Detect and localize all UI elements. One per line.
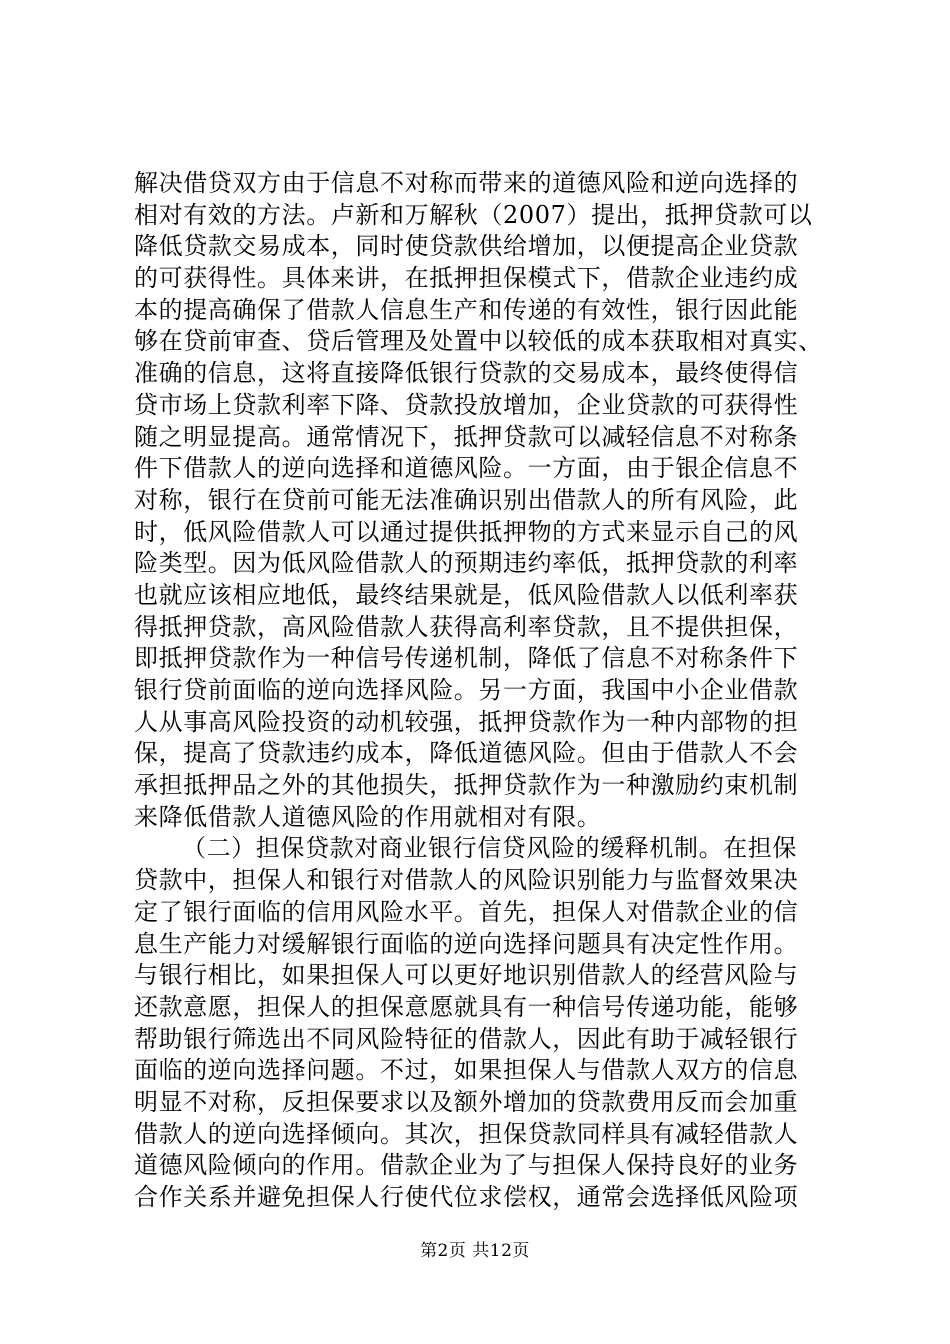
text-line: 险类型。因为低风险借款人的预期违约率低，抵押贷款的利率 [134, 549, 799, 578]
text-line: 本的提高确保了借款人信息生产和传递的有效性，银行因此能 [134, 295, 799, 324]
text-line: 件下借款人的逆向选择和道德风险。一方面，由于银企信息不 [134, 454, 799, 483]
text-line: 贷款中，担保人和银行对借款人的风险识别能力与监督效果决 [134, 866, 799, 895]
text-line: 随之明显提高。通常情况下，抵押贷款可以减轻信息不对称条 [134, 422, 799, 451]
text-line: 定了银行面临的信用风险水平。首先，担保人对借款企业的信 [134, 897, 799, 926]
text-line: 来降低借款人道德风险的作用就相对有限。 [134, 802, 602, 831]
paragraph-heading-line: （二）担保贷款对商业银行信贷风险的缓释机制。在担保 [182, 834, 797, 863]
text-line: 借款人的逆向选择倾向。其次，担保贷款同样具有减轻借款人 [134, 1119, 799, 1148]
text-line: 即抵押贷款作为一种信号传递机制，降低了信息不对称条件下 [134, 644, 799, 673]
text-line: 明显不对称，反担保要求以及额外增加的贷款费用反而会加重 [134, 1087, 799, 1116]
text-line: 够在贷前审查、贷后管理及处置中以较低的成本获取相对真实、 [134, 327, 823, 356]
text-line: 也就应该相应地低，最终结果就是，低风险借款人以低利率获 [134, 580, 799, 609]
text-line: 还款意愿，担保人的担保意愿就具有一种信号传递功能，能够 [134, 992, 799, 1021]
text-line: 对称，银行在贷前可能无法准确识别出借款人的所有风险，此 [134, 485, 799, 514]
text-line: 息生产能力对缓解银行面临的逆向选择问题具有决定性作用。 [134, 929, 799, 958]
text-line: 帮助银行筛选出不同风险特征的借款人，因此有助于减轻银行 [134, 1024, 799, 1053]
text-line: 准确的信息，这将直接降低银行贷款的交易成本，最终使得信 [134, 359, 799, 388]
text-line: 合作关系并避免担保人行使代位求偿权，通常会选择低风险项 [134, 1183, 799, 1211]
text-line: 道德风险倾向的作用。借款企业为了与担保人保持良好的业务 [134, 1151, 799, 1180]
text-line: 承担抵押品之外的其他损失，抵押贷款作为一种激励约束机制 [134, 771, 799, 800]
body-text [134, 168, 834, 1214]
text-line: 保，提高了贷款违约成本，降低道德风险。但由于借款人不会 [134, 739, 799, 768]
text-line: 贷市场上贷款利率下降、贷款投放增加，企业贷款的可获得性 [134, 390, 799, 419]
text-line: 面临的逆向选择问题。不过，如果担保人与借款人双方的信息 [134, 1056, 799, 1085]
text-line: 时，低风险借款人可以通过提供抵押物的方式来显示自己的风 [134, 517, 799, 546]
text-line: 得抵押贷款，高风险借款人获得高利率贷款，且不提供担保， [134, 612, 799, 641]
text-line: 降低贷款交易成本，同时使贷款供给增加，以便提高企业贷款 [134, 232, 799, 261]
text-line: 银行贷前面临的逆向选择风险。另一方面，我国中小企业借款 [134, 676, 799, 704]
text-line: 与银行相比，如果担保人可以更好地识别借款人的经营风险与 [134, 961, 799, 990]
text-line: 的可获得性。具体来讲，在抵押担保模式下，借款企业违约成 [134, 264, 799, 293]
text-line: 人从事高风险投资的动机较强，抵押贷款作为一种内部物的担 [134, 707, 799, 736]
text-line: 解决借贷双方由于信息不对称而带来的道德风险和逆向选择的 [134, 169, 799, 197]
page-number-footer: 第2页 共12页 [420, 1241, 530, 1261]
text-line: 相对有效的方法。卢新和万解秋（2007）提出，抵押贷款可以 [134, 200, 813, 229]
